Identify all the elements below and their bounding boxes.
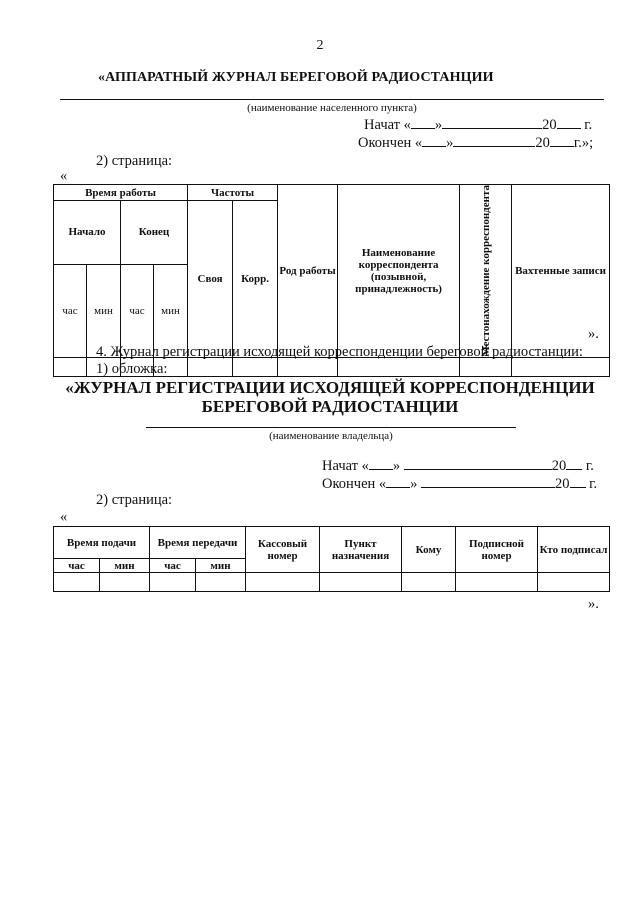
settlement-caption: (наименование населенного пункта) bbox=[247, 102, 417, 114]
month-blank bbox=[453, 134, 535, 147]
finished-label: Окончен « bbox=[358, 135, 423, 151]
own-freq-header: Своя bbox=[188, 201, 233, 358]
end-hour-header: час bbox=[121, 264, 154, 357]
table-cell bbox=[246, 573, 320, 592]
day-blank bbox=[386, 475, 410, 488]
close-quote-2: ». bbox=[588, 596, 599, 612]
table-cell bbox=[100, 573, 150, 592]
finished-mid: » bbox=[446, 135, 454, 151]
started-mid: » bbox=[434, 117, 443, 133]
table-cell bbox=[196, 573, 246, 592]
month-blank bbox=[442, 116, 542, 129]
to-whom-header: Кому bbox=[402, 527, 456, 573]
day-blank bbox=[411, 116, 435, 129]
journal-title-2 bbox=[60, 378, 600, 416]
table-cell bbox=[538, 573, 610, 592]
page-number: 2 bbox=[316, 38, 324, 53]
correspondent-location-text: Местонахождение корреспондента bbox=[479, 185, 492, 357]
cover-label: 1) обложка: bbox=[96, 361, 168, 377]
table-cell bbox=[320, 573, 402, 592]
finished-line-1 bbox=[358, 134, 593, 152]
owner-name-line bbox=[146, 427, 516, 428]
start-hour-header: час bbox=[54, 264, 87, 357]
signed-by-header: Кто подписал bbox=[538, 527, 610, 573]
started-label: Начат « bbox=[364, 117, 411, 133]
table-cell bbox=[150, 573, 196, 592]
journal-title-2-line1: «ЖУРНАЛ РЕГИСТРАЦИИ ИСХОДЯЩЕЙ КОРРЕСПОНДЕНЦИИ bbox=[65, 378, 595, 397]
finished-end: г. bbox=[589, 476, 598, 492]
year-blank bbox=[557, 116, 581, 129]
started-label: Начат « bbox=[322, 458, 369, 474]
owner-caption: (наименование владельца) bbox=[269, 430, 393, 442]
subscription-number-header: Подписной номер bbox=[456, 527, 538, 573]
day-blank bbox=[422, 134, 446, 147]
end-min-header: мин bbox=[154, 264, 188, 357]
outgoing-correspondence-table bbox=[53, 526, 610, 592]
correspondent-name-header: Наименование корреспондента (позывной, принадлежность) bbox=[338, 185, 460, 358]
frequencies-header: Частоты bbox=[188, 185, 278, 201]
journal-title-2-line2: БЕРЕГОВОЙ РАДИОСТАНЦИИ bbox=[201, 397, 459, 416]
end-header: Конец bbox=[121, 201, 188, 265]
start-min-header: мин bbox=[87, 264, 121, 357]
finished-mid: » bbox=[410, 476, 418, 492]
year-blank bbox=[566, 457, 582, 470]
corr-freq-header: Корр. bbox=[233, 201, 278, 358]
page-label-1: 2) страница: bbox=[96, 153, 173, 169]
correspondent-location-header bbox=[460, 185, 512, 358]
submit-hour-header: час bbox=[54, 559, 100, 573]
watch-records-header: Вахтенные записи bbox=[512, 185, 610, 358]
close-quote-1: ». bbox=[588, 326, 599, 342]
started-end: г. bbox=[585, 458, 594, 474]
section4-heading: 4. Журнал регистрации исходящей корреспонденции береговой радиостанции: bbox=[96, 344, 583, 360]
submit-min-header: мин bbox=[100, 559, 150, 573]
started-mid: » bbox=[392, 458, 401, 474]
finished-label: Окончен « bbox=[322, 476, 387, 492]
open-quote-1: « bbox=[60, 168, 68, 184]
start-header: Начало bbox=[54, 201, 121, 265]
work-time-header: Время работы bbox=[54, 185, 188, 201]
open-quote-2: « bbox=[60, 509, 68, 525]
table-cell bbox=[54, 573, 100, 592]
journal-title-1: «АППАРАТНЫЙ ЖУРНАЛ БЕРЕГОВОЙ РАДИОСТАНЦИИ bbox=[98, 70, 494, 85]
year-blank bbox=[570, 475, 586, 488]
transmit-time-header: Время передачи bbox=[150, 527, 246, 559]
finished-year: 20 bbox=[535, 135, 550, 151]
finished-line-2 bbox=[322, 475, 597, 493]
day-blank bbox=[369, 457, 393, 470]
finished-year: 20 bbox=[555, 476, 570, 492]
table-row bbox=[54, 573, 610, 592]
started-line-2 bbox=[322, 457, 594, 475]
finished-end: г.»; bbox=[573, 135, 594, 151]
year-blank bbox=[550, 134, 574, 147]
table-cell bbox=[402, 573, 456, 592]
transmit-min-header: мин bbox=[196, 559, 246, 573]
destination-header: Пункт назначения bbox=[320, 527, 402, 573]
started-year: 20 bbox=[542, 117, 557, 133]
submit-time-header: Время подачи bbox=[54, 527, 150, 559]
started-end: г. bbox=[584, 117, 593, 133]
table-cell bbox=[54, 357, 87, 376]
table-cell bbox=[456, 573, 538, 592]
cash-number-header: Кассовый номер bbox=[246, 527, 320, 573]
month-blank bbox=[421, 475, 555, 488]
work-type-header: Род работы bbox=[278, 185, 338, 358]
transmit-hour-header: час bbox=[150, 559, 196, 573]
started-year: 20 bbox=[551, 458, 567, 474]
month-blank bbox=[404, 457, 552, 470]
settlement-name-line bbox=[60, 99, 604, 100]
page-label-2: 2) страница: bbox=[96, 492, 173, 508]
started-line-1 bbox=[364, 116, 592, 134]
